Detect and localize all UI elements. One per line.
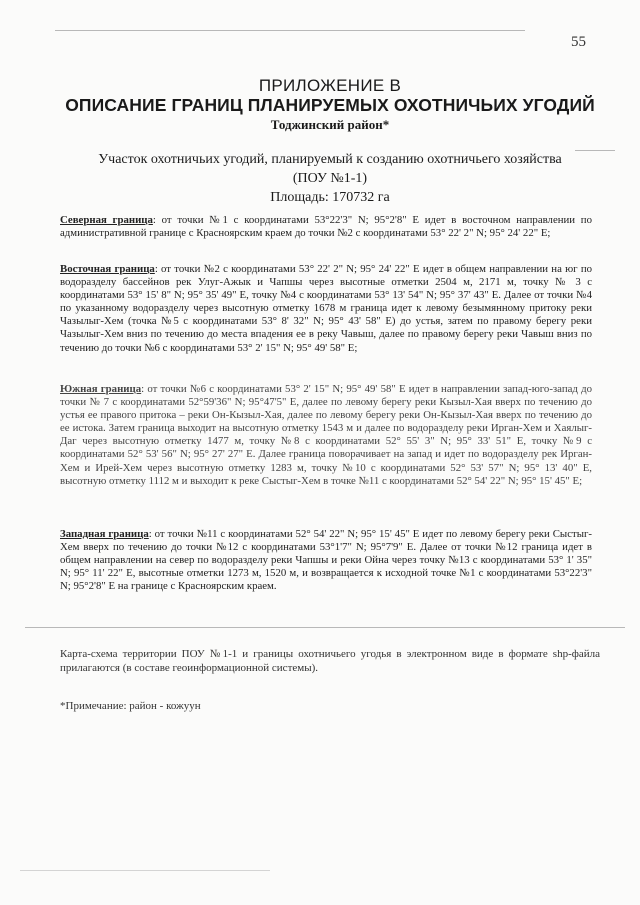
scan-artifact-line — [55, 30, 525, 31]
map-attachment-note: Карта-схема территории ПОУ №1-1 и границы охотничьего угодья в электронном виде в формате shp-файла прилагаются (в составе геоинформационной системы). — [60, 648, 600, 674]
document-title: ОПИСАНИЕ ГРАНИЦ ПЛАНИРУЕМЫХ ОХОТНИЧЬИХ УГОДИЙ — [65, 95, 595, 115]
boundary-label: Западная граница — [60, 528, 149, 540]
plot-area: Площадь: 170732 га — [270, 190, 390, 205]
scan-artifact-line — [25, 627, 625, 628]
boundary-south — [60, 383, 592, 488]
scan-artifact-line — [20, 870, 270, 871]
district-footnote: *Примечание: район - кожуун — [60, 700, 201, 712]
district-name: Тоджинский район* — [270, 117, 390, 132]
page-number: 55 — [571, 34, 586, 50]
appendix-title: ПРИЛОЖЕНИЕ В — [258, 76, 402, 95]
plot-description — [40, 150, 620, 207]
boundary-text: : от точки №11 с координатами 52° 54' 22" N; 95° 15' 45" E идет по левому берегу реки Сыстыг-Хем вверх по течению до точки №12 с координатами 53°1'7" N; 95°7'9" E. Далее от точки №12 граница идет в общем направлении на север по водоразделу реки Чапшы и реки Ойна через точку №13 с координатами 53° 1' 35" N; 95° 11' 22" E, высотные отметки 1273 м, 1520 м, и возвращается к исходной точке №1 с координатами 53°22'3" N; 95°2'8" E на границе с Красноярским краем. — [60, 528, 592, 593]
boundary-text: : от точки №1 с координатами 53°22'3" N; 95°2'8" E идет в восточном направлении по административной границе с Красноярским краем до точки №2 с координатами 53° 22' 2" N; 95° 24' 22" E; — [60, 214, 592, 240]
boundary-label: Северная граница — [60, 214, 153, 226]
boundary-label: Восточная граница — [60, 263, 155, 275]
boundary-text: : от точки №6 с координатами 53° 2' 15" N; 95° 49' 58" E идет в направлении запад-юго-запад до точки № 7 с координатами 52°59'36" N; 95°47'5" E, далее по левому берегу реки Кызыл-Хая вверх по течению до устья ее правого притока – реки Он-Кызыл-Хая, далее по левому берегу реки Он-Кызыл-Хая вверх по течению до ее истока. Затем граница выходит на высотную отметку 1543 м и далее по водоразделу реки Ирган-Хем и Хаялыг-Даг через высотную отметку 1477 м, точку №8 с координатами 52° 55' 3" N; 95° 33' 51" E, точку №9 с координатами 52° 53' 56" N; 95° 27' 27" E. Далее граница поворачивает на запад и идет по водоразделу рек Ирган-Хем и Ирей-Хем через высотную отметку 1283 м, точку №10 с координатами 52° 53' 57" N; 95° 13' 40" E, высотную отметку 1112 м и выходит к реке Сыстыг-Хем в точке №11 с координатами 52° 54' 22" N; 95° 15' 45" E; — [60, 383, 592, 487]
plot-code: (ПОУ №1-1) — [292, 171, 368, 186]
boundary-west — [60, 528, 592, 593]
boundary-label: Южная граница — [60, 383, 142, 395]
plot-title-line: Участок охотничьих угодий, планируемый к созданию охотничьего хозяйства — [98, 152, 562, 167]
boundary-text: : от точки №2 с координатами 53° 22' 2" N; 95° 24' 22" E идет в общем направлении на юг по водоразделу бассейнов рек Улуг-Ажык и Чапшы через высотные отметки 2504 м, 2171 м, точку № 3 с координатами 53° 15' 8" N; 95° 35' 49" E, точку №4 с координатами 53° 13' 54" N; 95° 37' 43" E. Далее от точки №4 по указанному водоразделу через высотную отметку 1678 м граница идет к левому безымянному притоку реки Чазылыг-Хем (точка №5 с координатами 53° 8' 32" N; 95° 43' 58" E) до устья, затем по правому берегу реки Чазылыг-Хем вниз по течению до места впадения ее в реку Чавыш, далее по правому берегу реки Чавыш вниз по течению до точки №6 с координатами 53° 2' 15" N; 95° 49' 58" E; — [60, 263, 592, 354]
boundary-north — [60, 214, 592, 240]
boundary-east — [60, 263, 592, 355]
